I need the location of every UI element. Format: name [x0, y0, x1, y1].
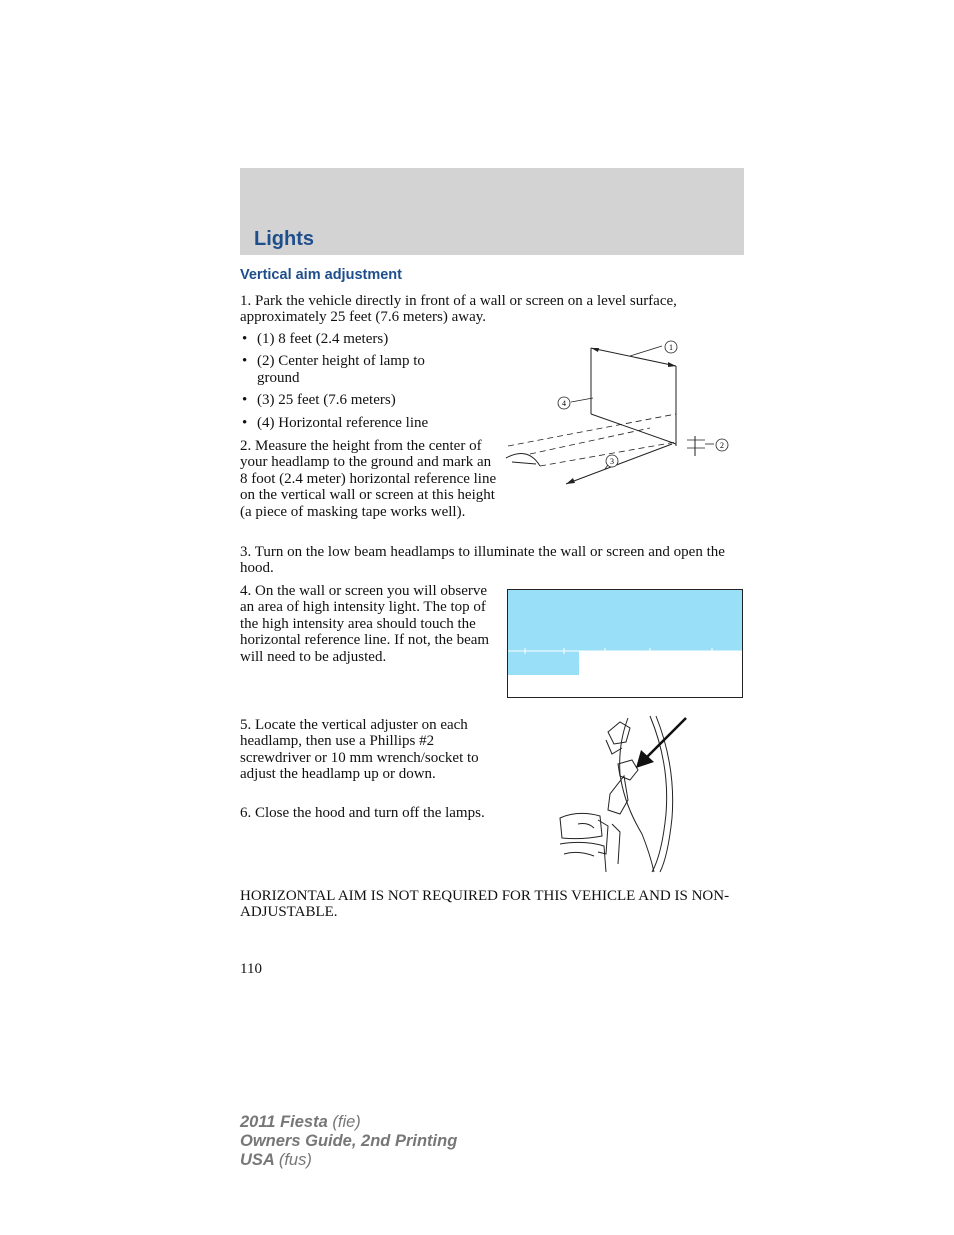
- footer-market-code: (fus): [278, 1151, 312, 1169]
- step-3-text: 3. Turn on the low beam headlamps to illuminate the wall or screen and open the hood.: [240, 544, 725, 577]
- callout-1-label: 1: [669, 343, 673, 352]
- step-1-text: 1. Park the vehicle directly in front of a wall or screen on a level surface, approximately 25 feet (7.6 meters) away.: [240, 293, 677, 326]
- document-footer: [240, 1113, 457, 1170]
- footer-guide-title: Owners Guide, 2nd Printing: [240, 1132, 458, 1150]
- section-header: [240, 168, 744, 255]
- list-item-text: (1) 8 feet (2.4 meters): [257, 331, 389, 347]
- subsection-heading: Vertical aim adjustment: [240, 267, 402, 283]
- footer-market: USA: [240, 1151, 275, 1169]
- headlamp-adjuster-illustration: [558, 714, 690, 874]
- step-6-text: 6. Close the hood and turn off the lamps.: [240, 805, 485, 821]
- bullet-icon: •: [242, 353, 248, 370]
- beam-pattern-figure: [507, 589, 743, 698]
- bullet-icon: •: [242, 392, 248, 409]
- list-item-text: (4) Horizontal reference line: [257, 414, 429, 431]
- callout-3-label: 3: [610, 457, 614, 466]
- bullet-icon: •: [242, 331, 248, 347]
- footer-model: 2011 Fiesta: [240, 1113, 328, 1131]
- list-item: [240, 353, 470, 386]
- footer-model-code: (fie): [332, 1113, 361, 1131]
- section-title: Lights: [254, 228, 314, 250]
- page-number: 110: [240, 961, 262, 977]
- list-item-text: (3) 25 feet (7.6 meters): [257, 392, 396, 409]
- list-item-text: (2) Center height of lamp to ground: [257, 353, 425, 386]
- measurement-list: [240, 331, 470, 437]
- pointer-arrow-icon: [646, 718, 686, 758]
- list-item: [240, 331, 470, 347]
- horizontal-aim-notice: HORIZONTAL AIM IS NOT REQUIRED FOR THIS VEHICLE AND IS NON-ADJUSTABLE.: [240, 888, 730, 921]
- bullet-icon: •: [242, 414, 248, 431]
- step-2-text: 2. Measure the height from the center of your headlamp to the ground and mark an 8 foot (2.4 meter) horizontal reference line on the vertical wall or screen at this height (a piece of masking tape works well).: [240, 438, 497, 520]
- list-item: [240, 392, 470, 408]
- step-4-text: 4. On the wall or screen you will observe an area of high intensity light. The top of the high intensity area should touch the horizontal reference line. If not, the beam will need to be adjusted.: [240, 583, 490, 665]
- list-item: [240, 415, 470, 431]
- step-5-text: 5. Locate the vertical adjuster on each headlamp, then use a Phillips #2 screwdriver or 10 mm wrench/socket to adjust the headlamp up or down.: [240, 717, 479, 783]
- aim-distance-diagram: [500, 336, 740, 496]
- callout-2-label: 2: [720, 441, 724, 450]
- callout-4-label: 4: [562, 399, 566, 408]
